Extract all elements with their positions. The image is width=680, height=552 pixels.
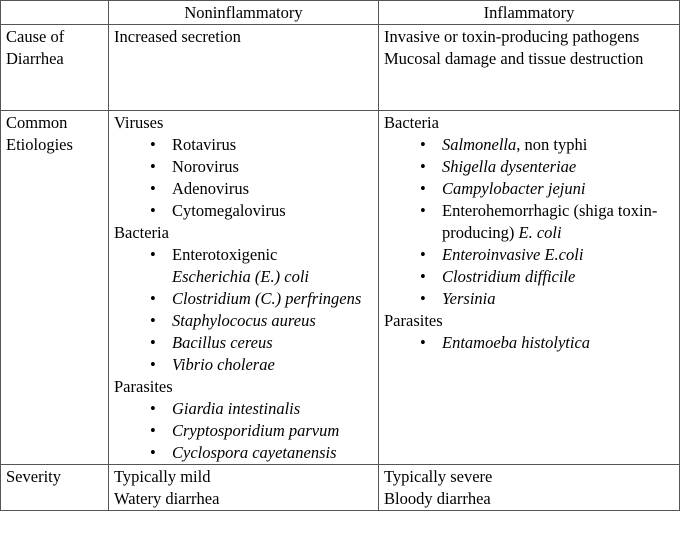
header-noninflammatory: Noninflammatory	[109, 1, 379, 25]
parasite-list	[114, 398, 373, 464]
row-etiologies	[1, 111, 680, 465]
etec-prefix: • Enterotoxigenic	[172, 245, 278, 264]
organism-name: Bacillus cereus	[172, 333, 273, 352]
list-item	[152, 442, 373, 464]
group-heading: Parasites	[114, 377, 173, 396]
list-item	[152, 398, 373, 420]
list-item	[422, 200, 674, 244]
list-item	[152, 288, 373, 310]
etiologies-inflammatory	[379, 111, 680, 465]
header-inflammatory: Inflammatory	[379, 1, 680, 25]
list-item	[422, 288, 674, 310]
list-item	[152, 332, 373, 354]
list-item: • Rotavirus	[152, 134, 373, 156]
list-item	[422, 244, 674, 266]
organism-name: Yersinia	[442, 289, 496, 308]
group-heading: Bacteria	[114, 223, 169, 242]
list-item	[152, 310, 373, 332]
row-cause	[1, 25, 680, 111]
row-severity	[1, 465, 680, 511]
list-item	[422, 178, 674, 200]
etiologies-noninflammatory	[109, 111, 379, 465]
bacteria-list	[114, 244, 373, 376]
group-heading: Parasites	[384, 311, 443, 330]
inflammatory-parasite-list	[384, 332, 674, 354]
organism-note: , non typhi	[516, 135, 588, 154]
cause-inflammatory-line: Invasive or toxin-producing pathogens	[384, 27, 640, 46]
severity-line: Typically severe	[384, 467, 493, 486]
etec-name: Escherichia (E.) coli	[172, 267, 309, 286]
severity-inflammatory	[379, 465, 680, 511]
list-item	[422, 266, 674, 288]
organism-name: Clostridium (C.) perfringens	[172, 289, 362, 308]
organism-name: Staphylococus aureus	[172, 311, 316, 330]
severity-noninflammatory	[109, 465, 379, 511]
cause-inflammatory	[379, 25, 680, 111]
organism-name: Entamoeba histolytica	[442, 333, 591, 352]
organism-name: Cryptosporidium parvum	[172, 421, 340, 440]
list-item	[152, 420, 373, 442]
header-row	[1, 1, 680, 25]
row-label-severity: Severity	[1, 465, 109, 511]
group-heading: Bacteria	[384, 113, 439, 132]
organism-name: Cyclospora cayetanensis	[172, 443, 337, 462]
cause-inflammatory-line: Mucosal damage and tissue destruction	[384, 49, 644, 68]
organism-name: Clostridium difficile	[442, 267, 576, 286]
organism-name: Campylobacter jejuni	[442, 179, 586, 198]
organism-name: Vibrio cholerae	[172, 355, 275, 374]
cause-noninflammatory	[109, 25, 379, 111]
list-item: • Cytomegalovirus	[152, 200, 373, 222]
row-label-cause: Cause of Diarrhea	[1, 25, 109, 111]
list-item	[422, 156, 674, 178]
organism-name: E. coli	[518, 223, 562, 242]
organism-name: Salmonella	[442, 135, 517, 154]
severity-line: Typically mild	[114, 467, 211, 486]
organism-name: Shigella dysenteriae	[442, 157, 577, 176]
list-item	[422, 134, 674, 156]
header-empty	[1, 1, 109, 25]
list-item: • Norovirus	[152, 156, 373, 178]
organism-note: Enterohemorrhagic (shiga toxin-producing)	[442, 201, 658, 242]
list-item	[422, 332, 674, 354]
list-item	[152, 244, 373, 288]
list-item	[152, 354, 373, 376]
list-item: • Adenovirus	[152, 178, 373, 200]
organism-name: Enteroinvasive E.coli	[442, 245, 584, 264]
inflammatory-bacteria-list	[384, 134, 674, 310]
severity-line: Bloody diarrhea	[384, 489, 491, 508]
virus-list	[114, 134, 373, 222]
group-heading: Viruses	[114, 113, 164, 132]
cause-noninflammatory-line: Increased secretion	[114, 27, 241, 46]
organism-name: Giardia intestinalis	[172, 399, 301, 418]
severity-line: Watery diarrhea	[114, 489, 220, 508]
row-label-etiologies: Common Etiologies	[1, 111, 109, 465]
